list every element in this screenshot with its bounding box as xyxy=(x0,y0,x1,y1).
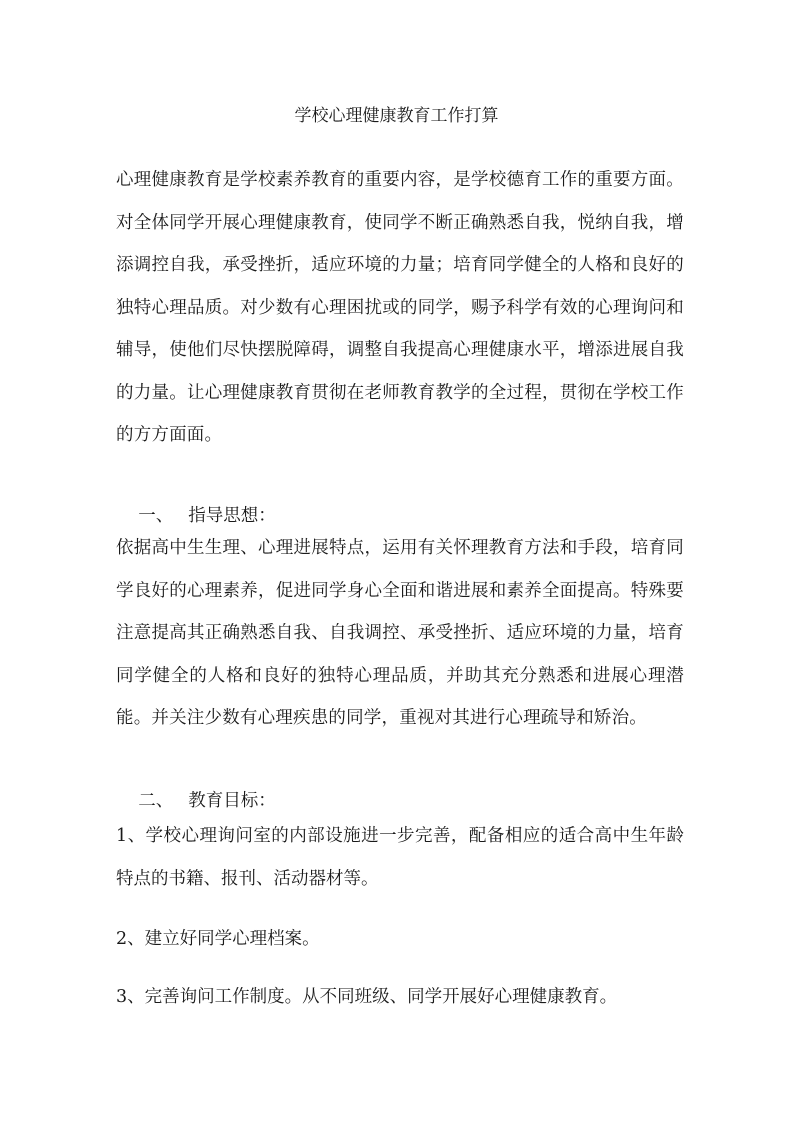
section-heading-text: 教育目标： xyxy=(188,791,276,811)
goal-item-3: 3、完善询问工作制度。从不同班级、同学开展好心理健康教育。 xyxy=(116,987,618,1007)
goal-item-1: 1、学校心理询问室的内部设施进一步完善，配备相应的适合高中生年龄特点的书籍、报刊、活动器材等。 xyxy=(116,826,684,889)
goal-item-2: 2、建立好同学心理档案。 xyxy=(116,929,320,949)
section-number: 一、 xyxy=(138,506,174,526)
guiding-thought-paragraph: 依据高中生生理、心理进展特点，运用有关怀理教育方法和手段，培育同学良好的心理素养，促进同学身心全面和谐进展和素养全面提高。特殊要注意提高其正确熟悉自我、自我调控、承受挫折、适应环境的力量，培育同学健全的人格和良好的独特心理品质，并助其充分熟悉和进展心理潜能。并关注少数有心理疾患的同学，重视对其进行心理疏导和矫治。 xyxy=(116,538,684,728)
section-number: 二、 xyxy=(138,791,174,811)
document-title: 学校心理健康教育工作打算 xyxy=(294,106,499,126)
intro-paragraph: 心理健康教育是学校素养教育的重要内容，是学校德育工作的重要方面。对全体同学开展心理健康教育，使同学不断正确熟悉自我，悦纳自我，增添调控自我，承受挫折，适应环境的力量；培育同学健全的人格和良好的独特心理品质。对少数有心理困扰或的同学，赐予科学有效的心理询问和辅导，使他们尽快摆脱障碍，调整自我提高心理健康水平，增添进展自我的力量。让心理健康教育贯彻在老师教育教学的全过程，贯彻在学校工作的方方面面。 xyxy=(116,170,684,445)
section-heading-text: 指导思想： xyxy=(188,506,276,526)
